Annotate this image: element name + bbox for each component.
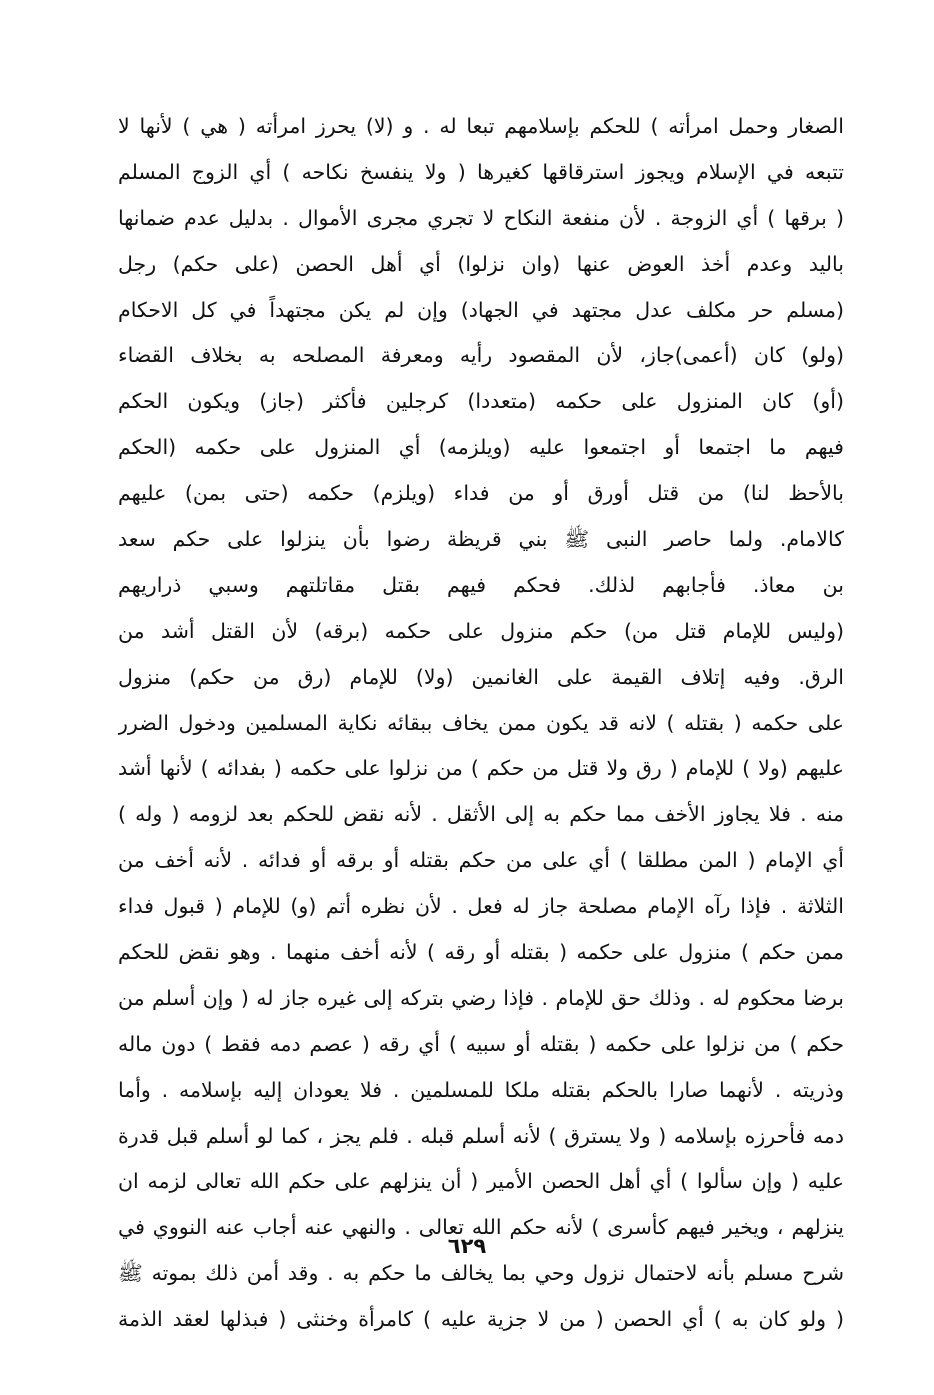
text-line-7: (أو) كان المنزول على حكمه (متعددا) كرجلين فأكثر (جاز) ويكون الحكم <box>118 389 844 414</box>
text-line-2: تتبعه في الإسلام ويجوز استرقاقها كغيرها ( ولا ينفسخ نكاحه ) أي الزوج المسلم <box>118 159 844 184</box>
text-line-21: حكم ) من نزلوا على حكمه ( بقتله أو سبيه ) أي رقه ( عصم دمه فقط ) دون ماله <box>118 1031 844 1056</box>
text-line-3: ( برقها ) أي الزوجة . لأن منفعة النكاح لا تجري مجرى الأموال . بدليل عدم ضمانها <box>118 205 844 230</box>
text-line-4: باليد وعدم أخذ العوض عنها (وان نزلوا) أي أهل الحصن (على حكم) رجل <box>118 251 844 276</box>
text-line-11: بن معاذ. فأجابهم لذلك. فحكم فيهم بقتل مقاتلتهم وسبي ذراريهم <box>118 572 844 597</box>
text-line-19: ممن حكم ) منزول على حكمه ( بقتله أو رقه ) لأنه أخف منهما . وهو نقض للحكم <box>118 940 844 965</box>
text-line-8: فيهم ما اجتمعا أو اجتمعوا عليه (ويلزمه) أي المنزول على حكمه (الحكم <box>118 435 844 460</box>
text-line-1: الصغار وحمل امرأته ) للحكم بإسلامهم تبعا له . و (لا) يحرز امرأته ( هي ) لأنها لا <box>118 114 844 138</box>
text-line-17: أي الإمام ( المن مطلقا ) أي على من حكم بقتله أو برقه أو فدائه . لأنه أخف من <box>118 848 844 873</box>
text-line-20: برضا محكوم له . وذلك حق للإمام . فإذا رضي بتركه إلى غيره جاز له ( وإن أسلم من <box>118 985 844 1010</box>
body-text <box>118 104 844 1343</box>
text-line-18: الثلاثة . فإذا رآه الإمام مصلحة جاز له فعل . لأن نظره أتم (و) للإمام ( قبول فداء <box>118 894 844 919</box>
text-line-24: عليه ( وإن سألوا ) أي أهل الحصن الأمير ( أن ينزلهم على حكم الله تعالى لزمه ان <box>118 1169 844 1194</box>
text-line-6: (ولو) كان (أعمى)جاز، لأن المقصود رأيه ومعرفة المصلحه به بخلاف القضاء <box>118 343 844 368</box>
text-line-23: دمه فأحرزه بإسلامه ( ولا يسترق ) لأنه أسلم قبله . فلم يجز ، كما لو أسلم قبل قدرة <box>118 1123 844 1148</box>
text-line-14: على حكمه ( بقتله ) لانه قد يكون ممن يخاف ببقائه نكاية المسلمين ودخول الضرر <box>118 710 844 735</box>
text-line-26: شرح مسلم بأنه لاحتمال نزول وحي بما يخالف ما حكم به . وقد أمن ذلك بموته ﷺ <box>118 1261 844 1286</box>
text-line-25: ينزلهم ، ويخير فيهم كأسرى ) لأنه حكم الله تعالى . والنهي عنه أجاب عنه النووي في <box>118 1215 844 1240</box>
text-line-13: الرق. وفيه إتلاف القيمة على الغانمين (ولا) للإمام (رق من حكم) منزول <box>118 664 844 689</box>
text-line-10: كالامام. ولما حاصر النبى ﷺ بني قريظة رضوا بأن ينزلوا على حكم سعد <box>118 527 844 552</box>
text-line-5: (مسلم حر مكلف عدل مجتهد في الجهاد) وإن لم يكن مجتهداً في كل الاحكام <box>118 297 844 322</box>
text-line-16: منه . فلا يجاوز الأخف مما حكم به إلى الأثقل . لأنه نقض للحكم بعد لزومه ( وله ) <box>118 802 844 827</box>
text-line-22: وذريته . لأنهما صارا بالحكم بقتله ملكا للمسلمين . فلا يعودان إليه بإسلامه . وأما <box>118 1077 844 1102</box>
page-number: ٦٢٩ <box>447 1234 487 1258</box>
text-line-27: ( ولو كان به ) أي الحصن ( من لا جزية عليه ) كامرأة وخنثى ( فبذلها لعقد الذمة <box>118 1307 844 1332</box>
text-line-12: (وليس للإمام قتل من) حكم منزول على حكمه (برقه) لأن القتل أشد من <box>118 618 844 643</box>
text-line-9: بالأحظ لنا) من قتل أورق أو من فداء (ويلزم) حكمه (حتى بمن) عليهم <box>118 481 844 506</box>
text-line-15: عليهم (ولا ) للإمام ( رق ولا قتل من حكم ) من نزلوا على حكمه ( بفدائه ) لأنها أشد <box>118 756 844 781</box>
